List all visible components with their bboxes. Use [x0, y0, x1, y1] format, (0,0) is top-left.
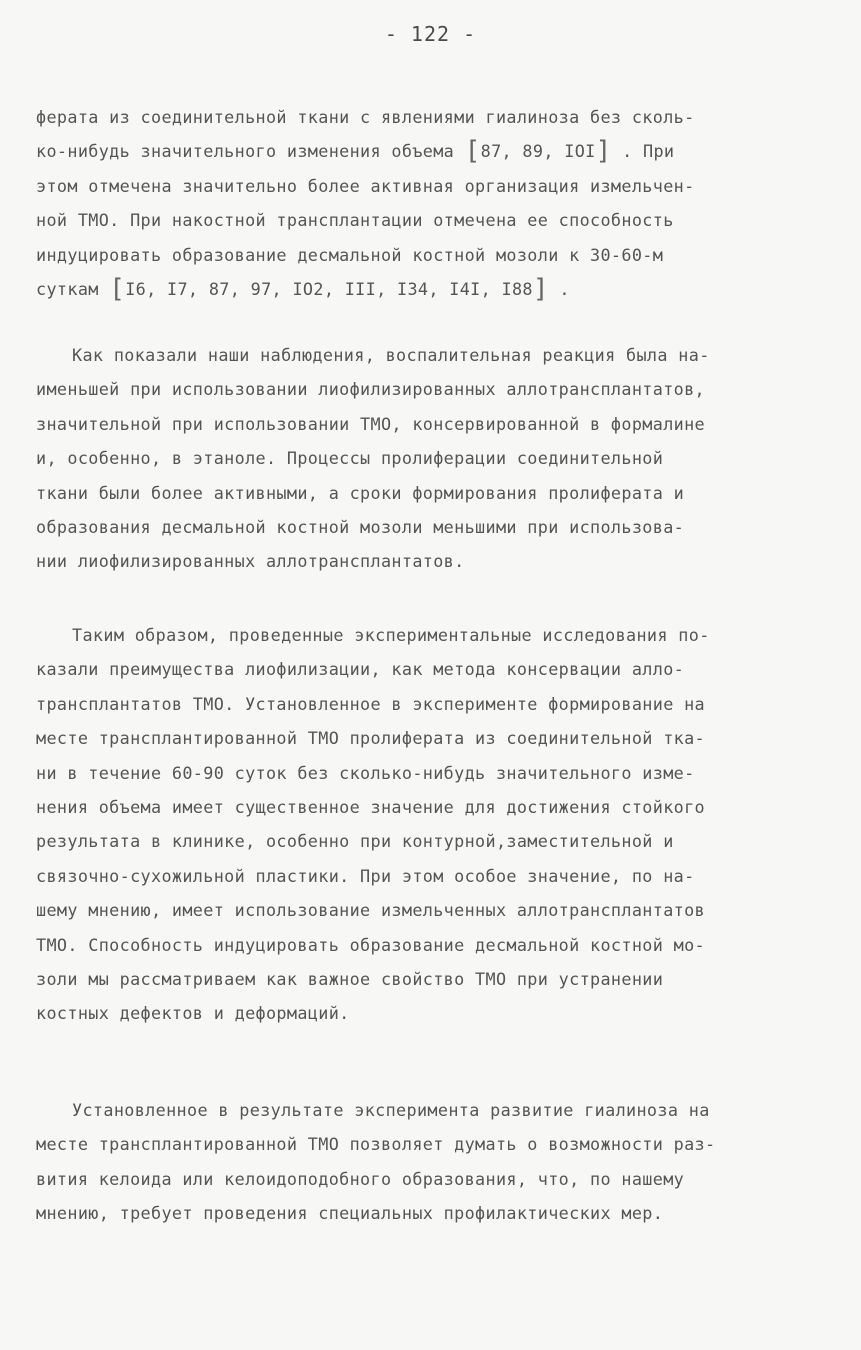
text-line: Установленное в результате эксперимента развитие гиалиноза на	[72, 1100, 710, 1120]
text-line: вития келоида или келоидоподобного образования, что, по нашему	[36, 1168, 685, 1189]
text-line: этом отмечена значительно более активная организация измельчен-	[36, 175, 695, 196]
text-fragment: . При	[611, 141, 675, 162]
text-line	[36, 134, 836, 168]
text-line: шему мнению, имеет использование измельченных аллотрансплантатов	[36, 900, 706, 921]
text-line: нии лиофилизированных аллотрансплантатов.	[36, 551, 465, 572]
paragraph-2	[36, 338, 836, 579]
text-line: именьшей при использовании лиофилизированных аллотрансплантатов,	[36, 379, 706, 400]
text-fragment: .	[548, 278, 570, 299]
text-line: казали преимущества лиофилизации, как метода консервации алло-	[36, 659, 685, 680]
text-line: результата в клинике, особенно при контурной,заместительной и	[36, 831, 674, 852]
text-line: мнению, требует проведения специальных профилактических мер.	[36, 1203, 664, 1224]
text-line: ферата из соединительной ткани с явлениями гиалиноза без сколь-	[36, 107, 695, 127]
citation-bracket-close: ]	[532, 273, 549, 304]
text-line: ТМО. Способность индуцировать образование десмальной костной мо-	[36, 934, 706, 955]
text-line: костных дефектов и деформаций.	[36, 1003, 350, 1024]
citation-bracket-close: ]	[595, 136, 612, 167]
text-line: ни в течение 60-90 суток без сколько-нибудь значительного изме-	[36, 762, 695, 783]
text-line: индуцировать образование десмальной костной мозоли к 30-60-м	[36, 244, 664, 265]
text-line: связочно-сухожильной пластики. При этом особое значение, по на-	[36, 865, 695, 886]
page-number: - 122 -	[384, 22, 477, 46]
text-line: образования десмальной костной мозоли меньшими при использова-	[36, 516, 685, 537]
text-fragment: суткам	[36, 278, 110, 299]
text-line: Таким образом, проведенные экспериментальные исследования по-	[72, 625, 710, 645]
text-line: и, особенно, в этаноле. Процессы пролиферации соединительной	[36, 448, 664, 469]
citation-refs: 87, 89, IOI	[480, 141, 596, 162]
paragraph-1	[36, 100, 836, 306]
text-line	[36, 272, 836, 306]
text-line: месте трансплантированной ТМО позволяет думать о возможности раз-	[36, 1134, 716, 1155]
citation-refs: I6, I7, 87, 97, IO2, III, I34, I4I, I88	[125, 278, 533, 299]
paragraph-3	[36, 618, 836, 1031]
text-line: ткани были более активными, а сроки формирования пролиферата и	[36, 482, 685, 503]
text-line: месте трансплантированной ТМО пролиферата из соединительной тка-	[36, 728, 706, 749]
text-line: значительной при использовании ТМО, консервированной в формалине	[36, 413, 706, 434]
citation-bracket-open: [	[109, 273, 126, 304]
text-line: ной ТМО. При накостной трансплантации отмечена ее способность	[36, 210, 674, 231]
text-line: золи мы рассматриваем как важное свойство ТМО при устранении	[36, 968, 664, 989]
text-line: трансплантатов ТМО. Установленное в эксперименте формирование на	[36, 693, 706, 714]
text-fragment: ко-нибудь значительного изменения объема	[36, 141, 465, 162]
text-line: нения объема имеет существенное значение для достижения стойкого	[36, 796, 706, 817]
paragraph-4	[36, 1093, 836, 1231]
citation-bracket-open: [	[464, 136, 481, 167]
text-line: Как показали наши наблюдения, воспалительная реакция была на-	[72, 345, 710, 365]
